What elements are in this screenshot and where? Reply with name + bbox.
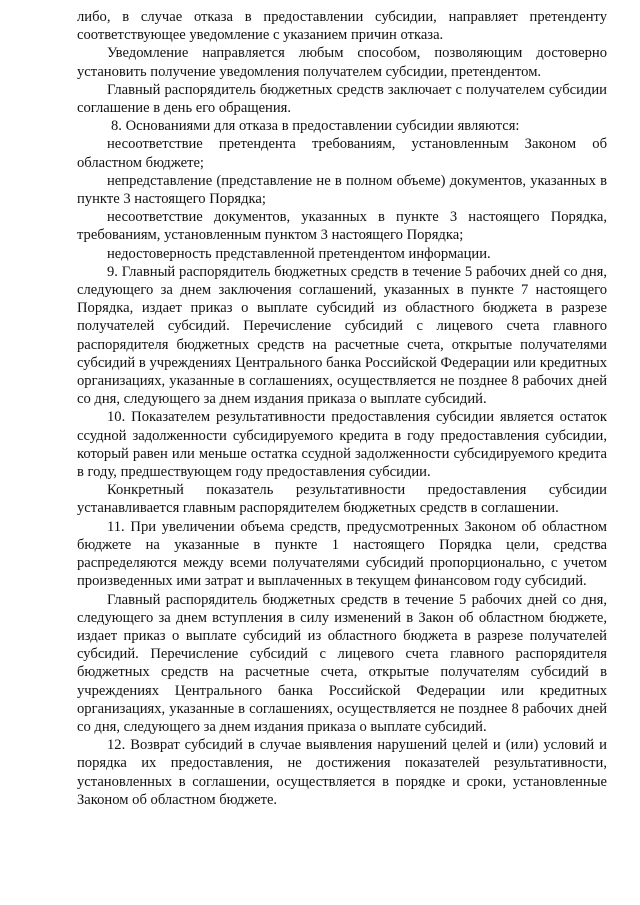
paragraph-clause-8-item-4: недостоверность представленной претендентом информации. — [107, 245, 491, 262]
paragraph-refusal-notice: либо, в случае отказа в предоставлении субсидии, направляет претенденту соответствующее уведомление с указанием причин отказа. — [77, 9, 607, 44]
paragraph-clause-8-item-1: несоответствие претендента требованиям, установленным Законом об областном бюджете; — [77, 136, 607, 171]
paragraph-clause-11: 11. При увеличении объема средств, предусмотренных Законом об областном бюджете на указанные в пункте 1 настоящего Порядка цели, средства распределяются между всеми получателями субсидий пропорционально, с учетом произведенных ими затрат и выплаченных в текущем финансовом году субсидий. — [77, 518, 607, 590]
paragraph-clause-8-item-2: непредставление (представление не в полном объеме) документов, указанных в пункте 3 настоящего Порядка; — [77, 172, 607, 208]
paragraph-clause-8: 8. Основаниями для отказа в предоставлении субсидии являются: — [111, 118, 520, 135]
paragraph-clause-12: 12. Возврат субсидий в случае выявления нарушений целей и (или) условий и порядка их предоставления, не достижения показателей результативности, установленных в соглашении, осуществляется в порядке и сроки, установленные Законом об областном бюджете. — [77, 737, 607, 808]
paragraph-clause-10: 10. Показателем результативности предоставления субсидии является остаток ссудной задолженности субсидируемого кредита в году предоставления субсидии, который равен или меньше остатка ссудной задолженности субсидируемого кредита в году, предшествующем году предоставления субсидии. — [77, 409, 607, 481]
paragraph-clause-10-indicator: Конкретный показатель результативности предоставления субсидии устанавливается главным распорядителем бюджетных средств в соглашении. — [77, 482, 607, 517]
document-page — [77, 8, 607, 809]
paragraph-agreement: Главный распорядитель бюджетных средств заключает с получателем субсидии соглашение в день его обращения. — [77, 81, 607, 117]
paragraph-notification-method: Уведомление направляется любым способом, позволяющим достоверно установить получение уведомления получателем субсидии, претендентом. — [77, 45, 607, 80]
paragraph-clause-11-order: Главный распорядитель бюджетных средств в течение 5 рабочих дней со дня, следующего за днем вступления в силу изменений в Закон об областном бюджете, издает приказ о выплате субсидий из областного бюджета в разрезе получателей субсидий. Перечисление субсидий с лицевого счета главного распорядителя бюджетных средств на расчетные счета, открытые получателям субсидий в учреждениях Центрального банка Российской Федерации или кредитных организациях, указанные в соглашениях, осуществляется не позднее 8 рабочих дней со дня, следующего за днем издания приказа о выплате субсидий. — [77, 591, 607, 735]
paragraph-clause-9: 9. Главный распорядитель бюджетных средств в течение 5 рабочих дней со дня, следующего за днем заключения соглашений, указанных в пункте 7 настоящего Порядка, издает приказ о выплате субсидий из областного бюджета в разрезе получателей субсидий. Перечисление субсидий с лицевого счета главного распорядителя бюджетных средств на расчетные счета, открытые получателями субсидий в учреждениях Центрального банка Российской Федерации или кредитных организациях, указанные в соглашениях, осуществляется не позднее 8 рабочих дней со дня, следующего за днем издания приказа о выплате субсидий. — [77, 263, 607, 408]
paragraph-clause-8-item-3: несоответствие документов, указанных в пункте 3 настоящего Порядка, требованиям, установленным пунктом 3 настоящего Порядка; — [77, 209, 607, 244]
